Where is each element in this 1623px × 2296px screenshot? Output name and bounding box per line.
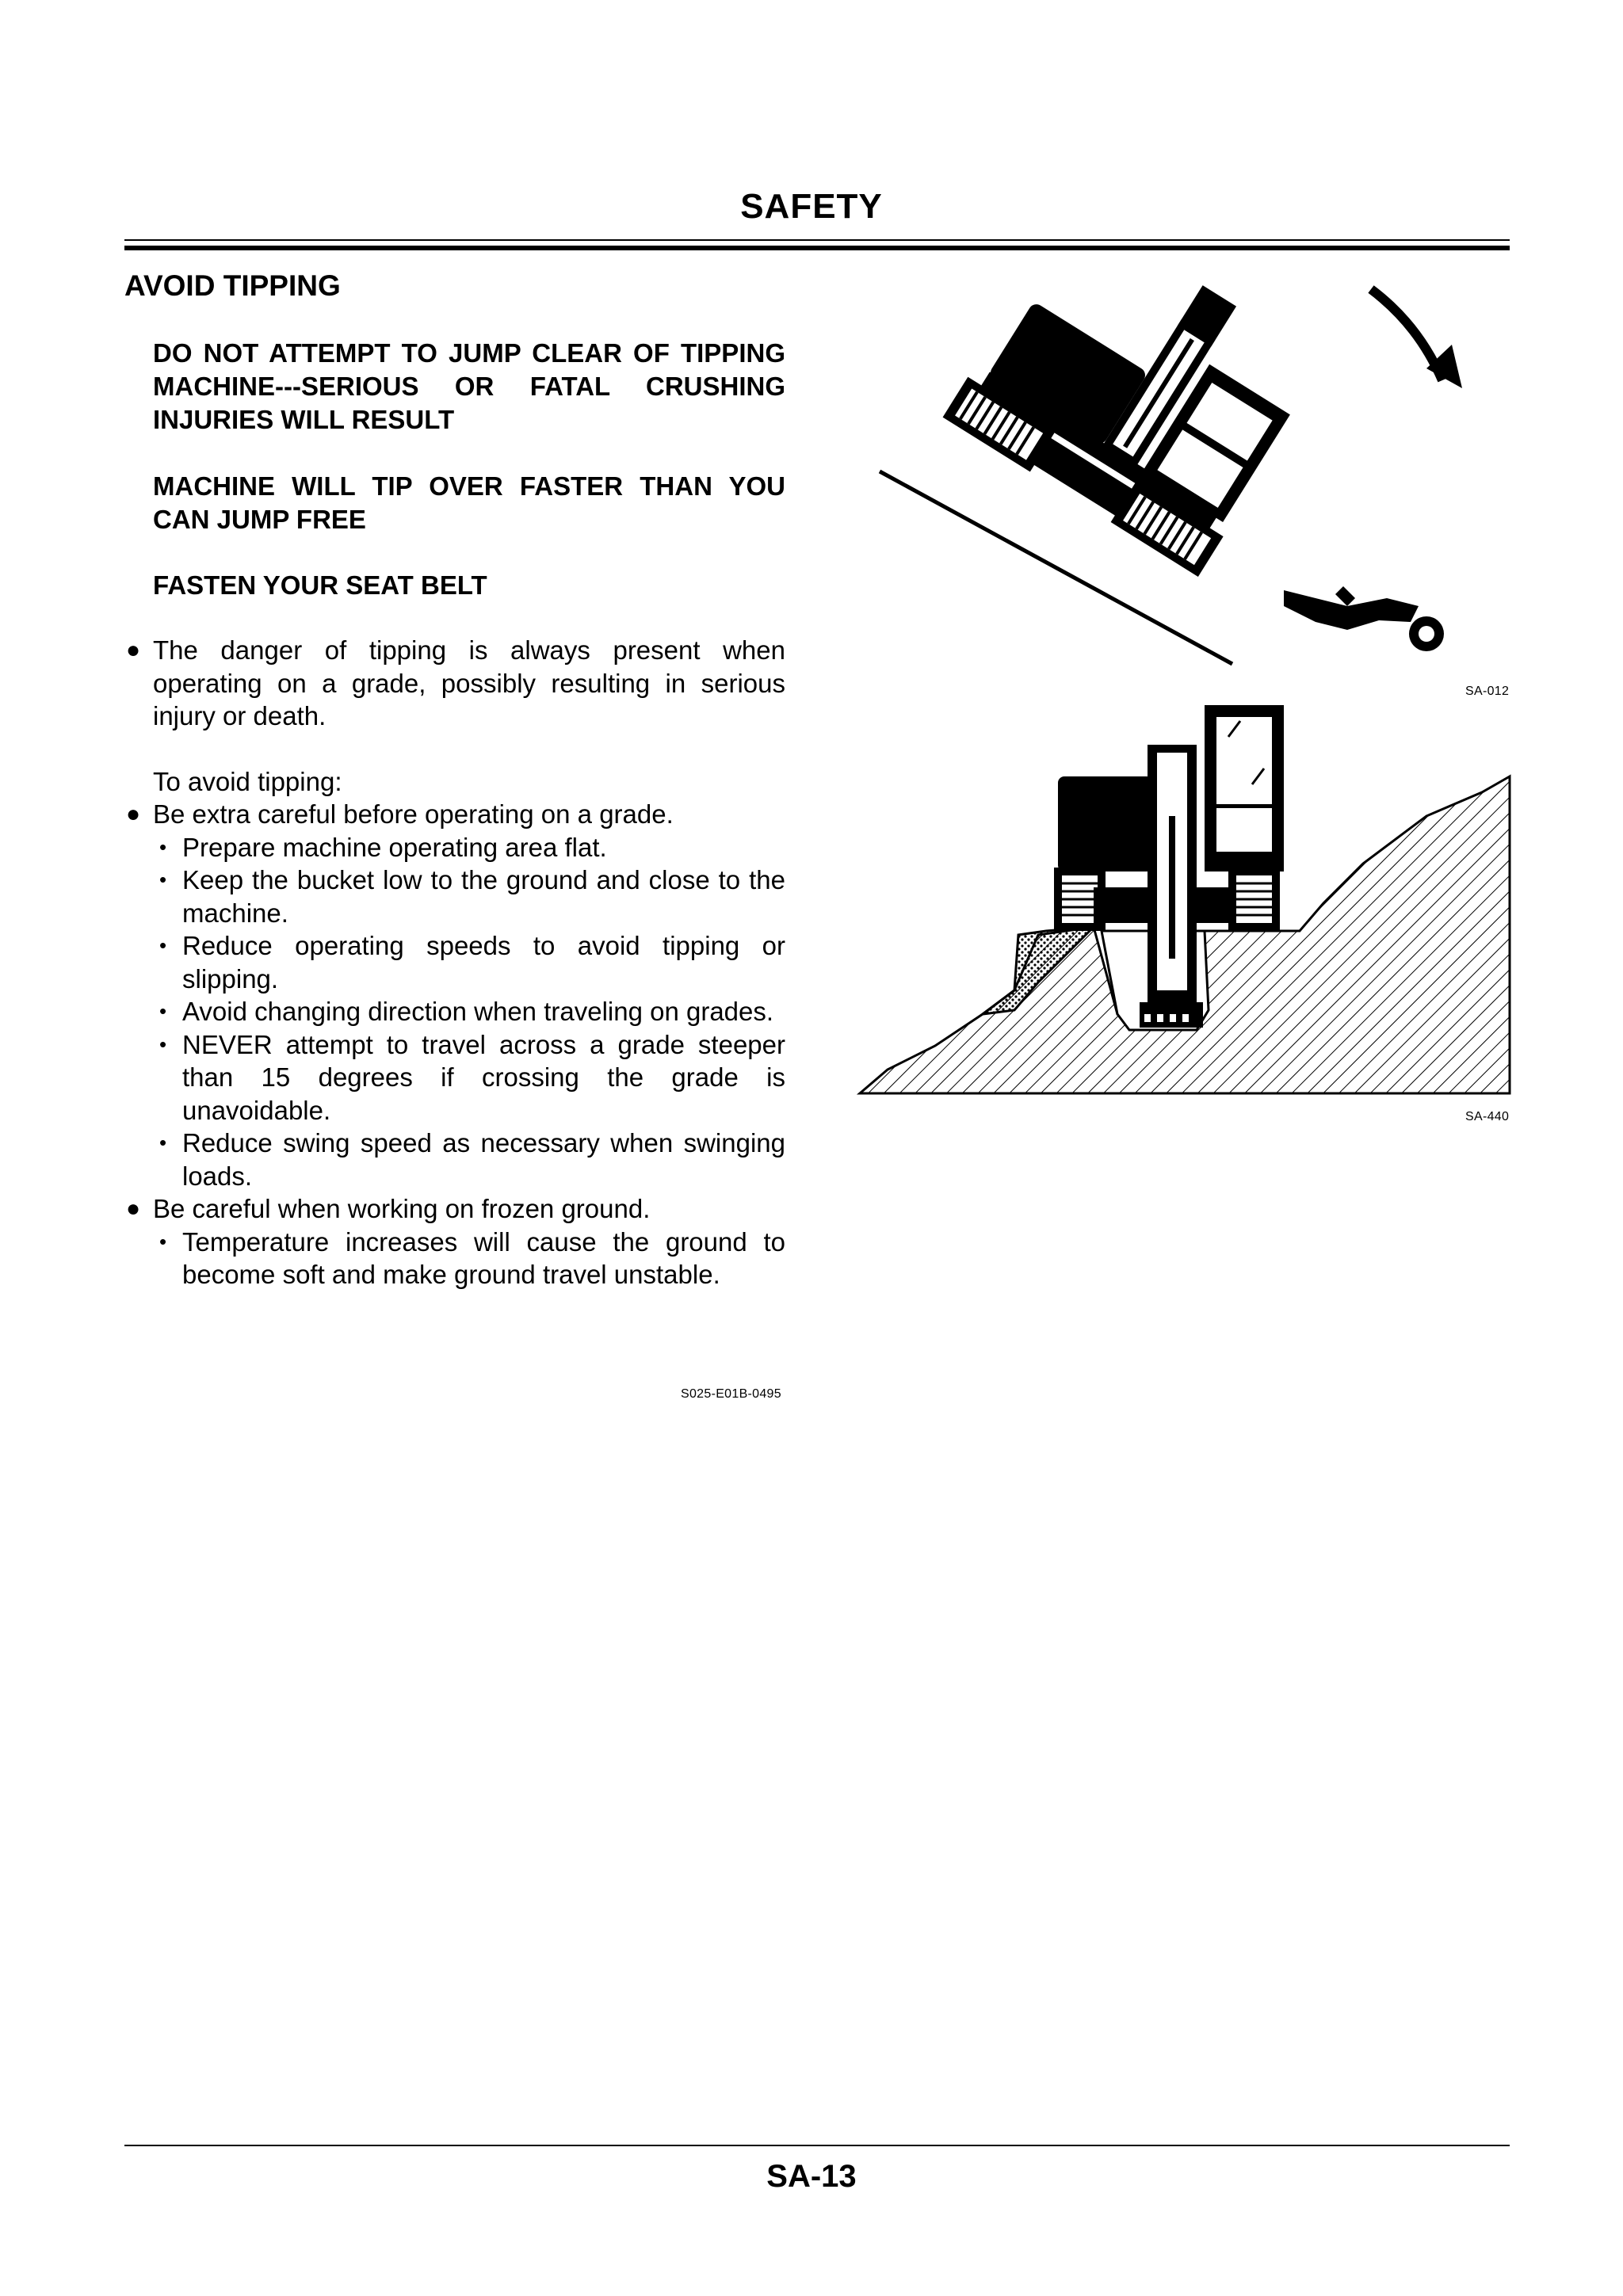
document-code: S025-E01B-0495 xyxy=(681,1387,781,1401)
page-number: SA-13 xyxy=(766,2159,857,2194)
header-rule-thick xyxy=(124,246,1510,250)
bullet-icon: ● xyxy=(126,637,141,663)
sub-bullet-icon: • xyxy=(159,868,167,891)
page-header-title: SAFETY xyxy=(740,187,883,226)
sub-bullet-icon: • xyxy=(159,1229,167,1253)
slope-digging-illustration xyxy=(856,697,1514,1097)
list-item-text: Be extra careful before operating on a grade. xyxy=(153,799,674,829)
tipping-excavator-illustration xyxy=(872,281,1506,669)
sub-bullet-icon: • xyxy=(159,1131,167,1154)
figure-code-sa-440: SA-440 xyxy=(1465,1110,1510,1123)
sub-item-reduce-speed: • Reduce operating speeds to avoid tipping or slipping. xyxy=(159,931,785,994)
sub-item-direction: • Avoid changing direction when traveling on grades. xyxy=(123,995,785,1028)
list-item-text: Be careful when working on frozen ground. xyxy=(153,1194,651,1223)
list-item-grade xyxy=(123,798,785,831)
sub-item-bucket-low: • Keep the bucket low to the ground and close to the machine. xyxy=(159,865,785,928)
list-item-text: The danger of tipping is always present when operating on a grade, possibly resulting in serious injury or death. xyxy=(153,635,785,730)
bullet-icon: ● xyxy=(126,1196,141,1222)
header-rule-thin xyxy=(124,239,1510,241)
warning-seat-belt: FASTEN YOUR SEAT BELT xyxy=(153,570,487,600)
sub-bullet-icon: • xyxy=(159,999,167,1023)
list-item-frozen xyxy=(123,1192,785,1226)
list-item-danger xyxy=(123,634,785,733)
sub-item-swing-speed: • Reduce swing speed as necessary when swinging loads. xyxy=(159,1128,785,1191)
sub-bullet-icon: • xyxy=(159,1032,167,1056)
section-title: AVOID TIPPING xyxy=(124,269,341,302)
sub-item-temperature: • Temperature increases will cause the ground to become soft and make ground travel unstable. xyxy=(159,1226,785,1289)
bullet-icon: ● xyxy=(126,801,141,827)
sub-bullet-icon: • xyxy=(159,933,167,957)
warning-tip-faster: MACHINE WILL TIP OVER FASTER THAN YOU CAN JUMP FREE xyxy=(153,471,785,534)
footer-rule xyxy=(124,2145,1510,2146)
warning-jump-clear: DO NOT ATTEMPT TO JUMP CLEAR OF TIPPING MACHINE---SERIOUS OR FATAL CRUSHING INJURIES WILL RESULT xyxy=(153,338,785,434)
sub-bullet-icon: • xyxy=(159,834,167,859)
tipping-instructions xyxy=(123,634,785,1291)
sub-item-steep-grade: • NEVER attempt to travel across a grade steeper than 15 degrees if crossing the grade is unavoidable. xyxy=(159,1029,785,1125)
figure-code-sa-012: SA-012 xyxy=(1465,685,1510,698)
sub-item-flat-area: • Prepare machine operating area flat. xyxy=(123,831,785,864)
lead-in-text: To avoid tipping: xyxy=(153,766,342,796)
